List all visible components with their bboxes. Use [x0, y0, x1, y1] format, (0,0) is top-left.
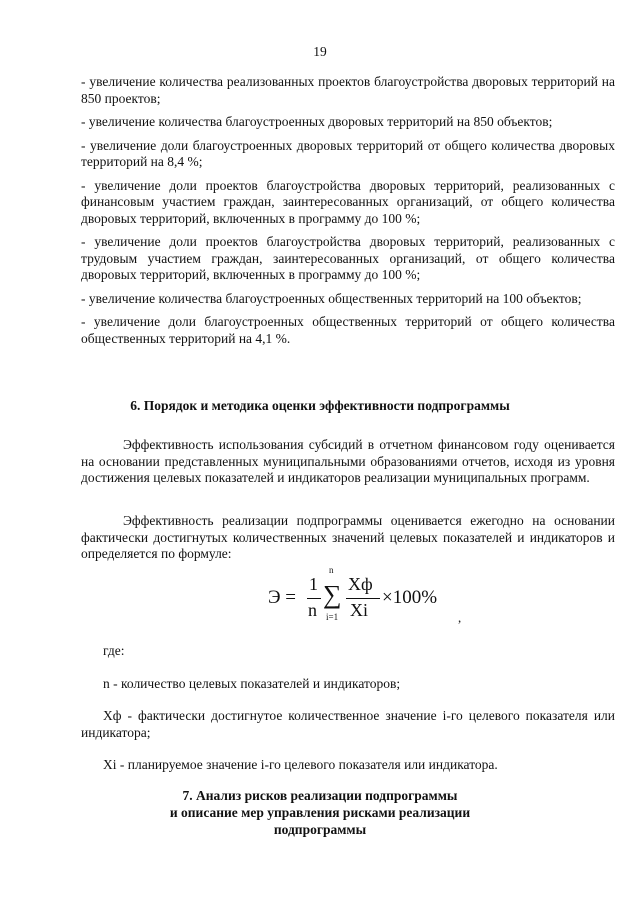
where-label: где:	[103, 643, 125, 658]
section-7-heading	[0, 787, 640, 838]
formula-numerator: Хф	[348, 574, 373, 594]
formula-one: 1	[309, 574, 318, 594]
definition-n: n - количество целевых показателей и индикаторов;	[103, 676, 401, 691]
list-item: - увеличение доли благоустроенных общественных территорий от общего количества общественных территорий на 4,1 %.	[81, 314, 615, 346]
list-item: - увеличение количества реализованных проектов благоустройства дворовых территорий на 850 проектов;	[81, 74, 615, 106]
section-7-heading-line: и описание мер управления рисками реализации	[169, 805, 471, 820]
formula-fraction-line	[346, 598, 380, 599]
section-7-heading-line: подпрограммы	[273, 822, 367, 837]
list-item: - увеличение доли благоустроенных дворовых территорий от общего количества дворовых территорий на 8,4 %;	[81, 137, 615, 169]
formula-times: ×100%	[382, 587, 438, 608]
list-item: - увеличение количества благоустроенных общественных территорий на 100 объектов;	[81, 290, 582, 306]
definition-xf: Хф - фактически достигнутое количественное значение i-го целевого показателя или индикатора;	[81, 708, 615, 740]
definition-xi: Хi - планируемое значение i-го целевого показателя или индикатора.	[103, 757, 498, 772]
formula-denominator: Хi	[350, 600, 368, 620]
formula-sum-bottom: i=1	[326, 612, 339, 622]
results-list	[81, 74, 615, 354]
section-6-heading: 6. Порядок и методика оценки эффективности подпрограммы	[130, 398, 510, 413]
formula-n: n	[308, 600, 317, 620]
formula-comma: ,	[458, 610, 462, 625]
formula-lhs: Э =	[268, 587, 297, 608]
list-item: - увеличение количества благоустроенных дворовых территорий на 850 объектов;	[81, 114, 553, 129]
efficiency-formula	[268, 565, 468, 635]
formula-sum-top: n	[329, 565, 334, 575]
section-6-paragraph-1: Эффективность использования субсидий в отчетном финансовом году оценивается на основании представленных муниципальными образованиями отчетов, исходя из уровня достижения целевых показателей и индикаторов реализации муниципальных программ.	[81, 437, 615, 485]
section-7-heading-line: 7. Анализ рисков реализации подпрограммы	[182, 788, 458, 803]
sigma-icon: ∑	[323, 580, 342, 609]
list-item: - увеличение доли проектов благоустройства дворовых территорий, реализованных с финансовым участием граждан, заинтересованных организаций, от общего количества дворовых территорий, включенных в программу до 100 %;	[81, 177, 615, 226]
section-6-paragraph-2: Эффективность реализации подпрограммы оценивается ежегодно на основании фактически достигнутых количественных значений целевых показателей и индикаторов и определяется по формуле:	[81, 513, 615, 561]
list-item: - увеличение доли проектов благоустройства дворовых территорий, реализованных с трудовым участием граждан, заинтересованных организаций, от общего количества дворовых территорий, включенных в программу до 100 %;	[81, 234, 615, 282]
formula-fraction-line	[307, 598, 321, 599]
page-number: 19	[313, 44, 327, 59]
